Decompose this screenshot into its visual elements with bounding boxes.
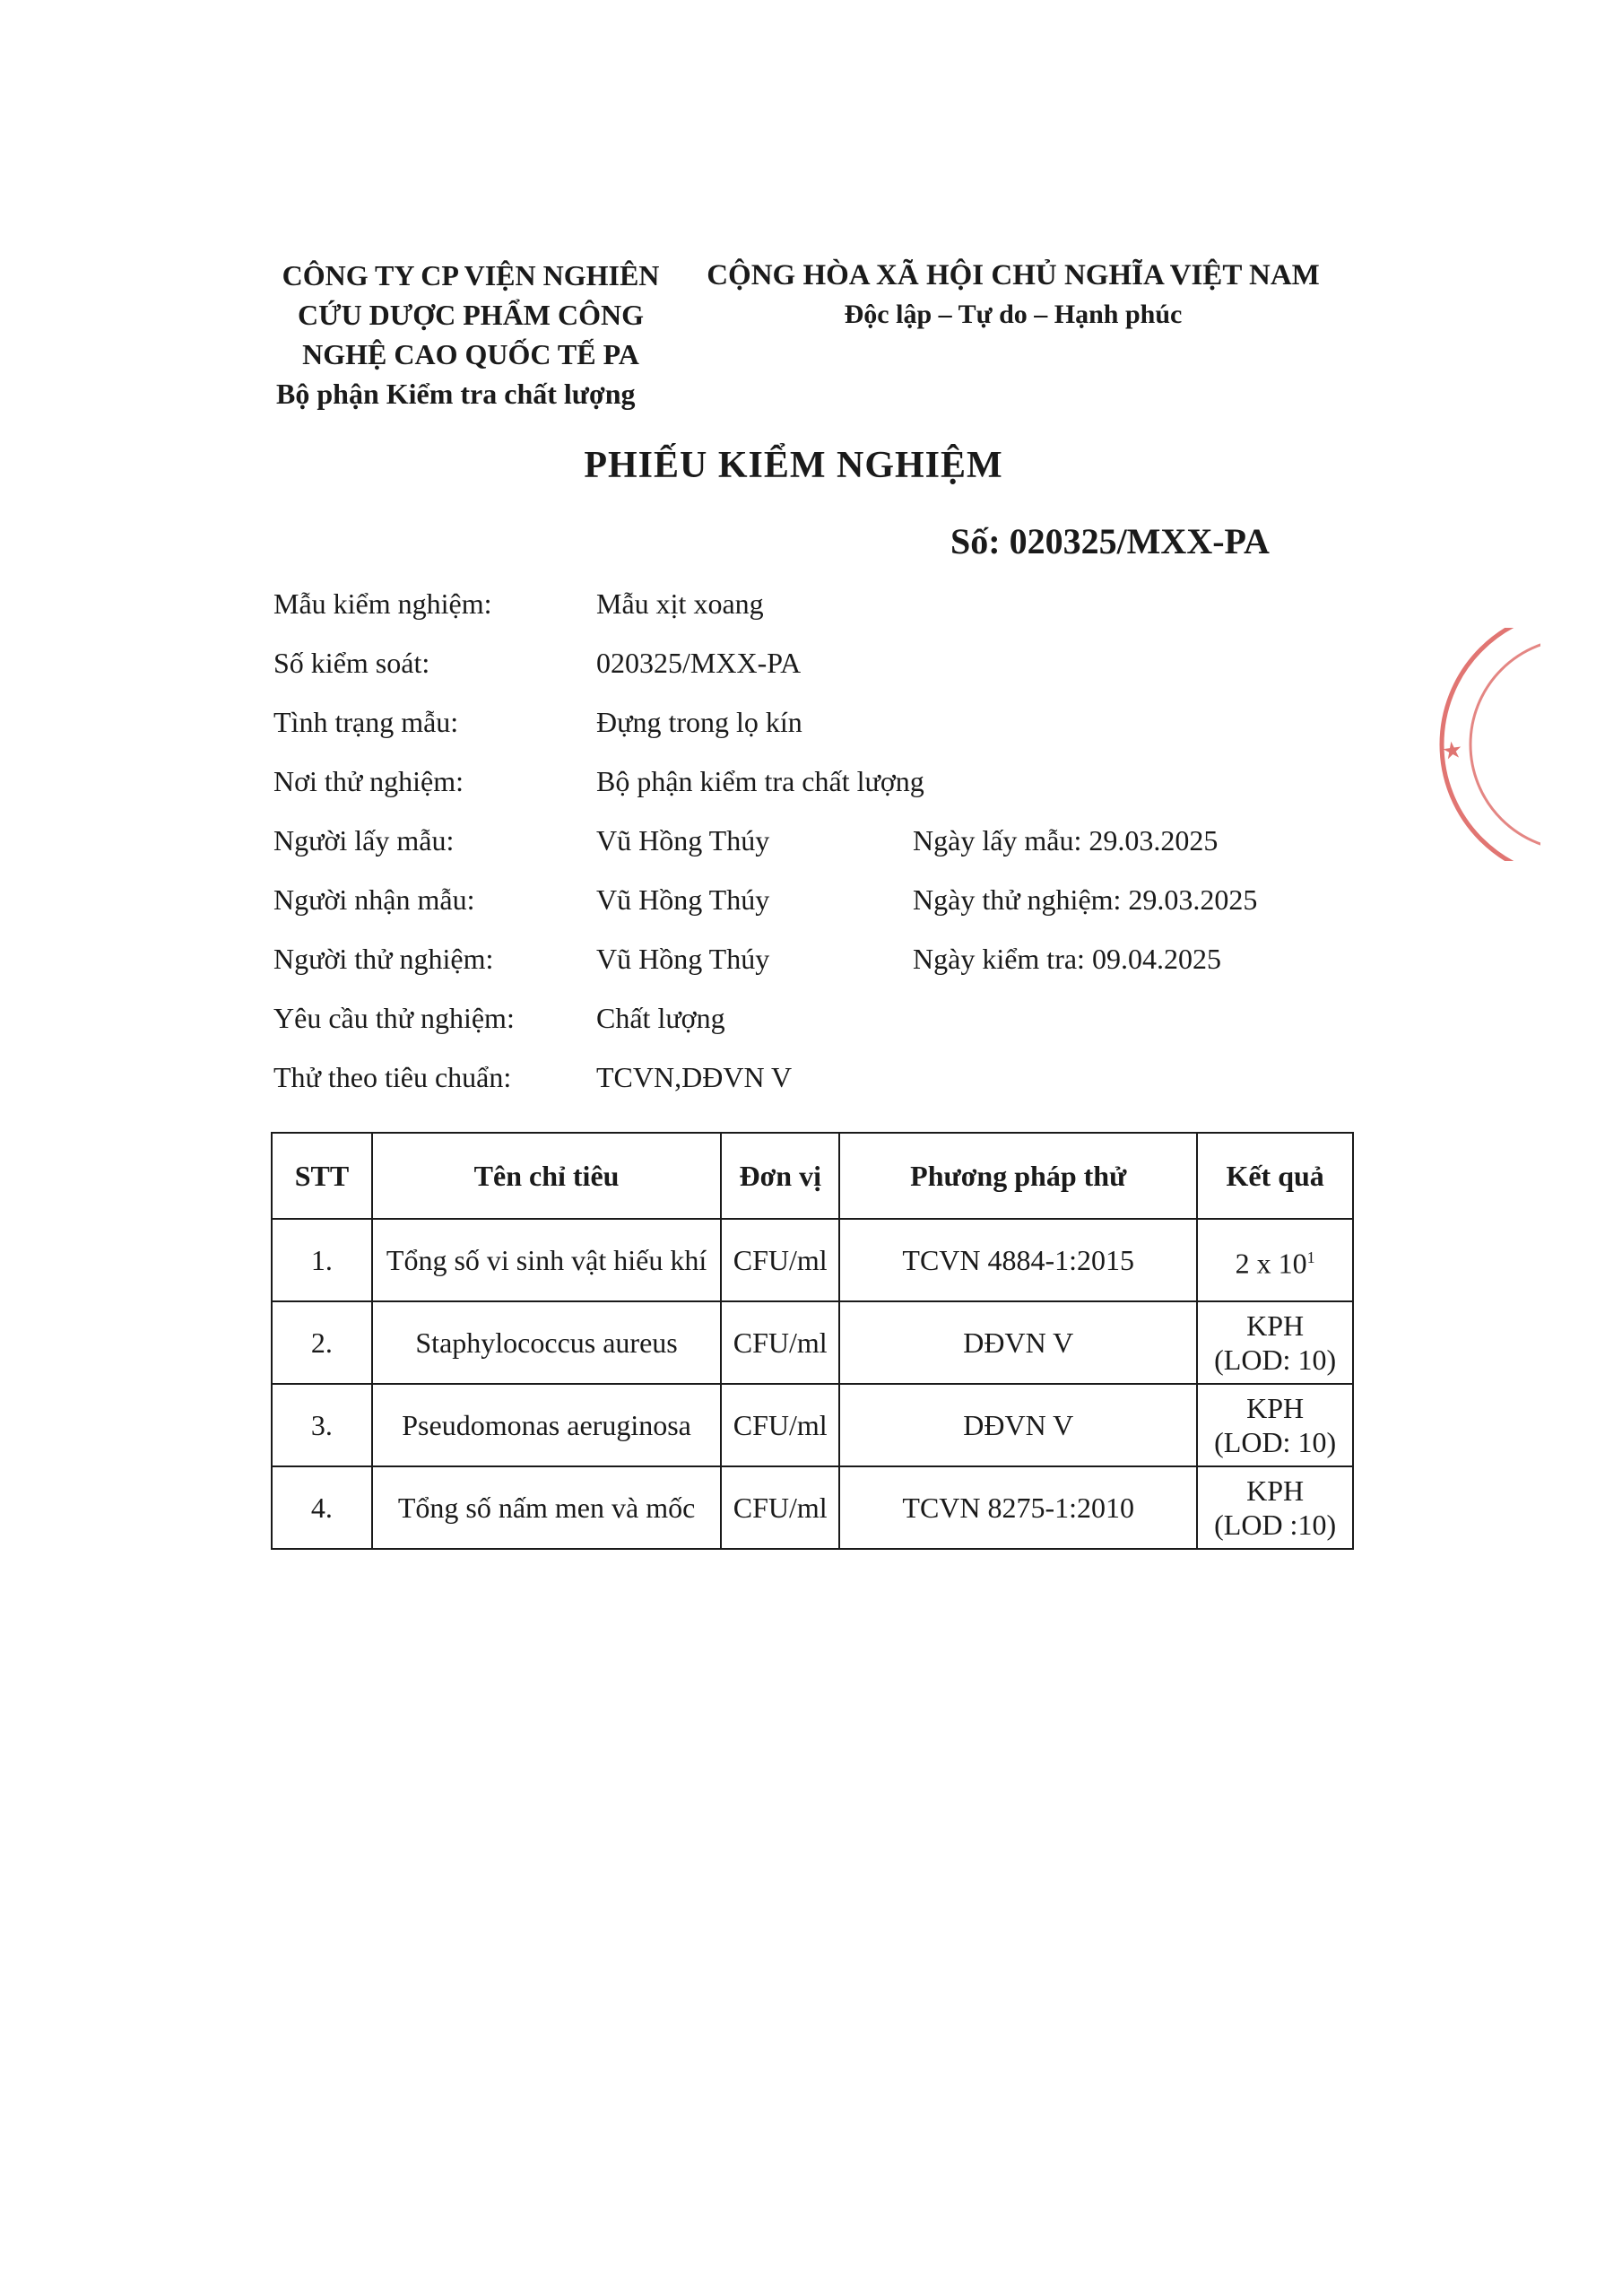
info-value: Vũ Hồng Thúy xyxy=(596,883,770,916)
column-header-name: Tên chỉ tiêu xyxy=(372,1133,721,1219)
info-row xyxy=(273,943,1439,1002)
company-name-line-1: CÔNG TY CP VIỆN NGHIÊN xyxy=(282,259,660,291)
cell-stt: 3. xyxy=(272,1384,372,1466)
cell-name: Tổng số nấm men và mốc xyxy=(372,1466,721,1549)
info-row xyxy=(273,706,1439,765)
cell-name: Pseudomonas aeruginosa xyxy=(372,1384,721,1466)
info-value: Bộ phận kiểm tra chất lượng xyxy=(596,765,924,797)
document-title: PHIẾU KIỂM NGHIỆM xyxy=(584,445,1003,486)
column-header-result: Kết quả xyxy=(1197,1133,1353,1219)
column-header-unit: Đơn vị xyxy=(721,1133,839,1219)
info-row xyxy=(273,1002,1439,1061)
result-value: KPH xyxy=(1246,1392,1305,1424)
column-header-stt: STT xyxy=(272,1133,372,1219)
cell-result xyxy=(1197,1301,1353,1384)
info-label: Số kiểm soát: xyxy=(273,647,430,679)
result-lod: (LOD :10) xyxy=(1214,1509,1337,1541)
info-value: Vũ Hồng Thúy xyxy=(596,824,770,857)
info-date: Ngày thử nghiệm: 29.03.2025 xyxy=(913,883,1258,916)
result-value: KPH xyxy=(1246,1309,1305,1342)
cell-method: DĐVN V xyxy=(839,1384,1197,1466)
result-value: KPH xyxy=(1246,1474,1305,1507)
info-row xyxy=(273,587,1439,647)
info-row xyxy=(273,647,1439,706)
document-number: Số: 020325/MXX-PA xyxy=(950,521,1270,561)
cell-result xyxy=(1197,1466,1353,1549)
table-row xyxy=(272,1466,1353,1549)
info-value: Đựng trong lọ kín xyxy=(596,706,802,738)
info-label: Người lấy mẫu: xyxy=(273,824,455,857)
info-value: Mẫu xịt xoang xyxy=(596,587,764,620)
info-date: Ngày lấy mẫu: 29.03.2025 xyxy=(913,824,1219,857)
department-name: Bộ phận Kiểm tra chất lượng xyxy=(276,378,636,410)
cell-stt: 2. xyxy=(272,1301,372,1384)
info-value: Vũ Hồng Thúy xyxy=(596,943,770,975)
table-header-row xyxy=(272,1133,1353,1219)
national-header xyxy=(699,256,1327,335)
info-label: Thử theo tiêu chuẩn: xyxy=(273,1061,512,1093)
result-exponent: 1 xyxy=(1306,1248,1315,1266)
result-lod: (LOD: 10) xyxy=(1214,1344,1337,1376)
info-label: Người nhận mẫu: xyxy=(273,883,475,916)
national-motto: Độc lập – Tự do – Hạnh phúc xyxy=(844,300,1183,329)
cell-unit: CFU/ml xyxy=(721,1219,839,1301)
info-label: Yêu cầu thử nghiệm: xyxy=(273,1002,515,1034)
result-value: 2 x 10 xyxy=(1235,1247,1307,1280)
result-lod: (LOD: 10) xyxy=(1214,1426,1337,1458)
info-value: TCVN,DĐVN V xyxy=(596,1061,793,1093)
company-seal-icon xyxy=(1433,628,1540,861)
info-label: Mẫu kiểm nghiệm: xyxy=(273,587,492,620)
sample-info xyxy=(273,587,1439,1120)
cell-unit: CFU/ml xyxy=(721,1466,839,1549)
cell-name: Staphylococcus aureus xyxy=(372,1301,721,1384)
cell-stt: 1. xyxy=(272,1219,372,1301)
cell-method: DĐVN V xyxy=(839,1301,1197,1384)
info-row xyxy=(273,765,1439,824)
info-row xyxy=(273,883,1439,943)
table-row xyxy=(272,1219,1353,1301)
svg-text:★: ★ xyxy=(1437,738,1468,764)
company-name-line-2: CỨU DƯỢC PHẨM CÔNG xyxy=(297,299,644,331)
company-name-line-3: NGHỆ CAO QUỐC TẾ PA xyxy=(302,338,639,370)
info-label: Tình trạng mẫu: xyxy=(273,706,459,738)
info-date: Ngày kiểm tra: 09.04.2025 xyxy=(913,943,1221,975)
info-label: Người thử nghiệm: xyxy=(273,943,494,975)
info-label: Nơi thử nghiệm: xyxy=(273,765,464,797)
info-row xyxy=(273,1061,1439,1120)
cell-method: TCVN 4884-1:2015 xyxy=(839,1219,1197,1301)
cell-result xyxy=(1197,1219,1353,1301)
cell-stt: 4. xyxy=(272,1466,372,1549)
cell-result xyxy=(1197,1384,1353,1466)
info-value: 020325/MXX-PA xyxy=(596,647,802,679)
table-row xyxy=(272,1384,1353,1466)
cell-method: TCVN 8275-1:2010 xyxy=(839,1466,1197,1549)
company-header xyxy=(260,256,681,413)
cell-unit: CFU/ml xyxy=(721,1384,839,1466)
nation-name: CỘNG HÒA XÃ HỘI CHỦ NGHĨA VIỆT NAM xyxy=(707,259,1320,291)
results-table xyxy=(271,1132,1354,1550)
info-row xyxy=(273,824,1439,883)
cell-name: Tổng số vi sinh vật hiếu khí xyxy=(372,1219,721,1301)
column-header-method: Phương pháp thử xyxy=(839,1133,1197,1219)
table-row xyxy=(272,1301,1353,1384)
info-value: Chất lượng xyxy=(596,1002,725,1034)
cell-unit: CFU/ml xyxy=(721,1301,839,1384)
